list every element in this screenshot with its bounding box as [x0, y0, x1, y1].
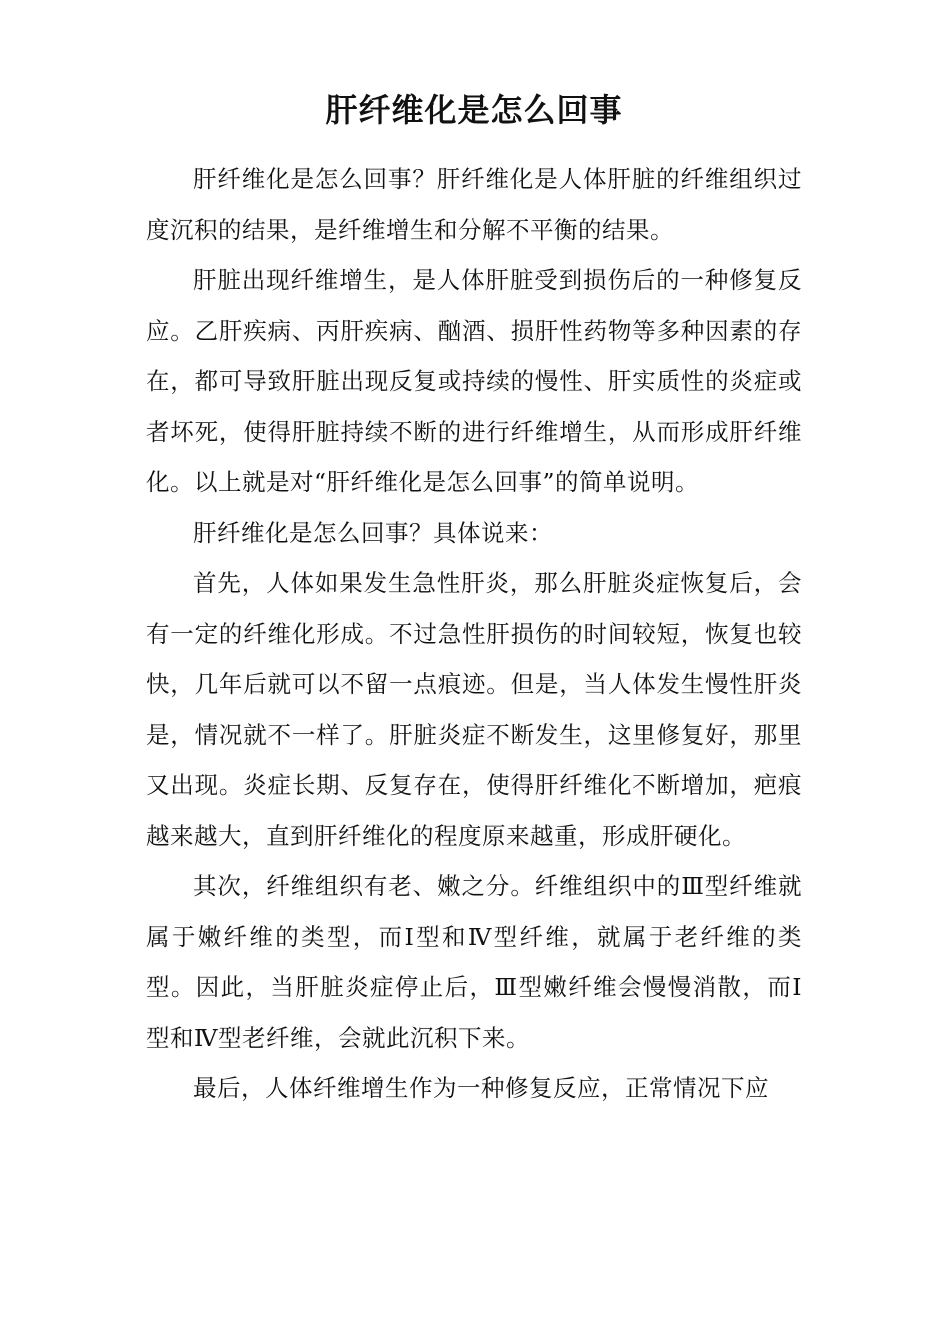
- paragraph-last: 最后，人体纤维增生作为一种修复反应，正常情况下应: [193, 1074, 769, 1102]
- paragraph-first: 首先，人体如果发生急性肝炎，那么肝脏炎症恢复后，会有一定的纤维化形成。不过急性肝损伤的时间较短，恢复也较快，几年后就可以不留一点痕迹。但是，当人体发生慢性肝炎是，情况就不一样了。肝脏炎症不断发生，这里修复好，那里又出现。炎症长期、反复存在，使得肝纤维化不断增加，疤痕越来越大，直到肝纤维化的程度原来越重，形成肝硬化。: [146, 569, 802, 850]
- paragraph-definition: 肝纤维化是怎么回事？肝纤维化是人体肝脏的纤维组织过度沉积的结果，是纤维增生和分解不平衡的结果。: [146, 165, 802, 244]
- paragraph-second: 其次，纤维组织有老、嫩之分。纤维组织中的Ⅲ型纤维就属于嫩纤维的类型，而Ⅰ型和Ⅳ型纤维，就属于老纤维的类型。因此，当肝脏炎症停止后，Ⅲ型嫩纤维会慢慢消散，而Ⅰ型和Ⅳ型老纤维，会就此沉积下来。: [146, 872, 802, 1052]
- paragraph-intro-details: 肝纤维化是怎么回事？具体说来：: [193, 518, 553, 547]
- document-page: [146, 88, 802, 1114]
- paragraph-causes: 肝脏出现纤维增生，是人体肝脏受到损伤后的一种修复反应。乙肝疾病、丙肝疾病、酗酒、损肝性药物等多种因素的存在，都可导致肝脏出现反复或持续的慢性、肝实质性的炎症或者坏死，使得肝脏持续不断的进行纤维增生，从而形成肝纤维化。以上就是对“肝纤维化是怎么回事”的简单说明。: [146, 266, 802, 496]
- document-title: 肝纤维化是怎么回事: [325, 91, 623, 129]
